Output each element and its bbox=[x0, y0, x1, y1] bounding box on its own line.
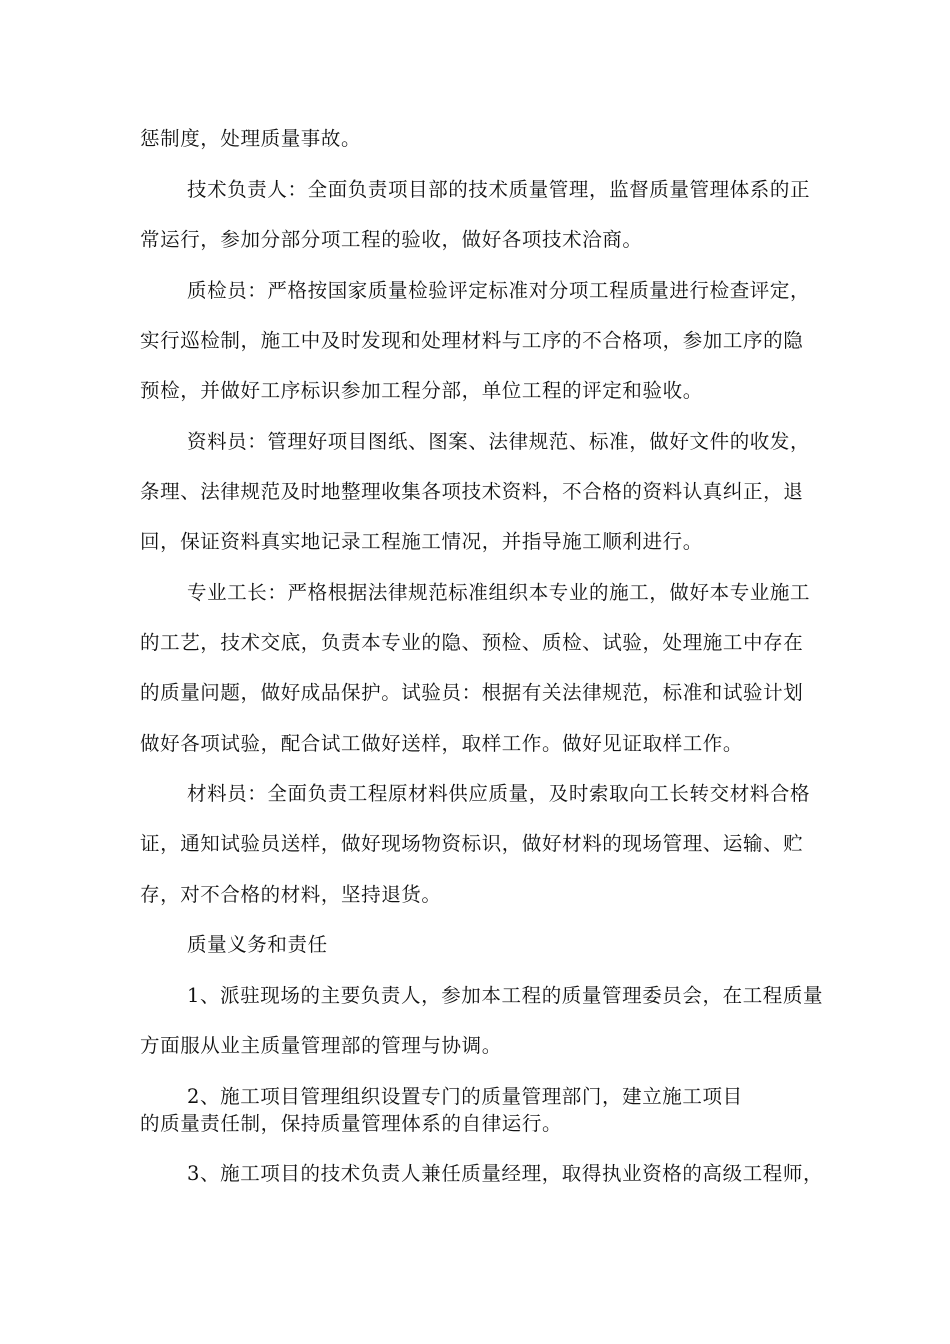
text-line: 专业工长：严格根据法律规范标准组织本专业的施工，做好本专业施工 bbox=[187, 581, 811, 604]
text-line: 存，对不合格的材料，坚持退货。 bbox=[140, 883, 442, 906]
text-line: 实行巡检制，施工中及时发现和处理材料与工序的不合格项，参加工序的隐 bbox=[140, 329, 804, 352]
text-line: 常运行，参加分部分项工程的验收，做好各项技术洽商。 bbox=[140, 228, 643, 251]
text-line: 3、施工项目的技术负责人兼任质量经理，取得执业资格的高级工程师， bbox=[187, 1162, 824, 1185]
text-line: 的质量问题，做好成品保护。试验员：根据有关法律规范，标准和试验计划 bbox=[140, 681, 804, 704]
text-line: 质检员：严格按国家质量检验评定标准对分项工程质量进行检查评定， bbox=[187, 279, 811, 302]
text-line: 做好各项试验，配合试工做好送样，取样工作。做好见证取样工作。 bbox=[140, 732, 744, 755]
text-line: 预检，并做好工序标识参加工程分部，单位工程的评定和验收。 bbox=[140, 379, 703, 402]
text-line: 回，保证资料真实地记录工程施工情况，并指导施工顺利进行。 bbox=[140, 530, 703, 553]
text-line: 条理、法律规范及时地整理收集各项技术资料，不合格的资料认真纠正，退 bbox=[140, 480, 804, 503]
text-line: 惩制度，处理质量事故。 bbox=[140, 127, 362, 150]
text-line: 的工艺，技术交底，负责本专业的隐、预检、质检、试验，处理施工中存在 bbox=[140, 631, 804, 654]
text-line: 技术负责人：全面负责项目部的技术质量管理，监督质量管理体系的正 bbox=[187, 178, 811, 201]
text-line: 证，通知试验员送样，做好现场物资标识，做好材料的现场管理、运输、贮 bbox=[140, 832, 804, 855]
text-line: 资料员：管理好项目图纸、图案、法律规范、标准，做好文件的收发， bbox=[187, 430, 811, 453]
text-line: 方面服从业主质量管理部的管理与协调。 bbox=[140, 1034, 502, 1057]
text-line: 1、派驻现场的主要负责人，参加本工程的质量管理委员会，在工程质量 bbox=[187, 984, 824, 1007]
text-line: 的质量责任制，保持质量管理体系的自律运行。 bbox=[140, 1112, 563, 1135]
text-line: 2、施工项目管理组织设置专门的质量管理部门，建立施工项目 bbox=[187, 1085, 743, 1108]
section-heading: 质量义务和责任 bbox=[187, 933, 328, 956]
text-line: 材料员：全面负责工程原材料供应质量，及时索取向工长转交材料合格 bbox=[187, 782, 811, 805]
